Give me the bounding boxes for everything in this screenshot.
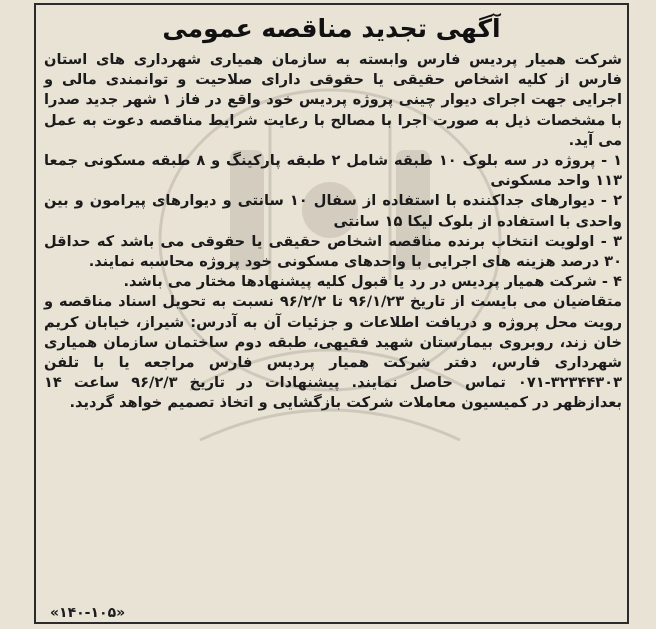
- reference-code: «۱۴۰-۱۰۵»: [50, 605, 126, 621]
- closing-paragraph: متقاضیان می بایست از تاریخ ۹۶/۱/۲۳ تا ۹۶/۲/۲ نسبت به تحویل اسناد مناقصه و رویت محل پروژه و دریافت اطلاعات و جزئیات آن به آدرس: شیراز، خیابان کریم خان زند، روبروی بیمارستان شهید فقیهی، طبقه دوم ساختمان سازمان همیاری شهرداری فارس، دفتر شرکت همیار پردیس فارس مراجعه یا با تلفن ۳۲۳۴۴۳۰۳-۰۷۱ تماس حاصل نمایند. پیشنهادات در تاریخ ۹۶/۲/۳ ساعت ۱۴ بعدازظهر در کمیسیون معاملات شرکت بازگشایی و اتخاذ تصمیم خواهد گردید.: [44, 293, 622, 412]
- notice-title: آگهی تجدید مناقصه عمومی: [162, 14, 501, 43]
- list-item: ۳ - اولویت انتخاب برنده مناقصه اشخاص حقیقی یا حقوقی می باشد که حداقل ۳۰ درصد هزینه های اجرایی با واحدهای مسکونی خود پروژه محاسبه نمایند.: [44, 232, 622, 271]
- list-item: ۱ - پروژه در سه بلوک ۱۰ طبقه شامل ۲ طبقه پارکینگ و ۸ طبقه مسکونی جمعا ۱۱۳ واحد مسکونی: [44, 152, 623, 190]
- list-item: ۲ - دیوارهای جداکننده با استفاده از سفال ۱۰ سانتی و دیوارهای پیرامون و بین واحدی با استفاده از بلوک لیکا ۱۵ سانتی: [44, 192, 622, 230]
- intro-paragraph: شرکت همیار پردیس فارس وابسته به سازمان همیاری شهرداری های استان فارس از کلیه اشخاص حقیقی یا حقوقی دارای صلاحیت و توانمندی مالی و اجرایی جهت اجرای دیوار چینی پروژه پردیس خود واقع در فاز ۱ شهر جدید صدرا با مشخصات ذیل به صورت اجرا با مصالح با رعایت شرایط مناقصه دعوت به عمل می آید.: [44, 51, 622, 149]
- notice-body: [44, 50, 622, 414]
- list-item: ۴ - شرکت همیار پردیس در رد یا قبول کلیه پیشنهادها مختار می باشد.: [123, 273, 622, 291]
